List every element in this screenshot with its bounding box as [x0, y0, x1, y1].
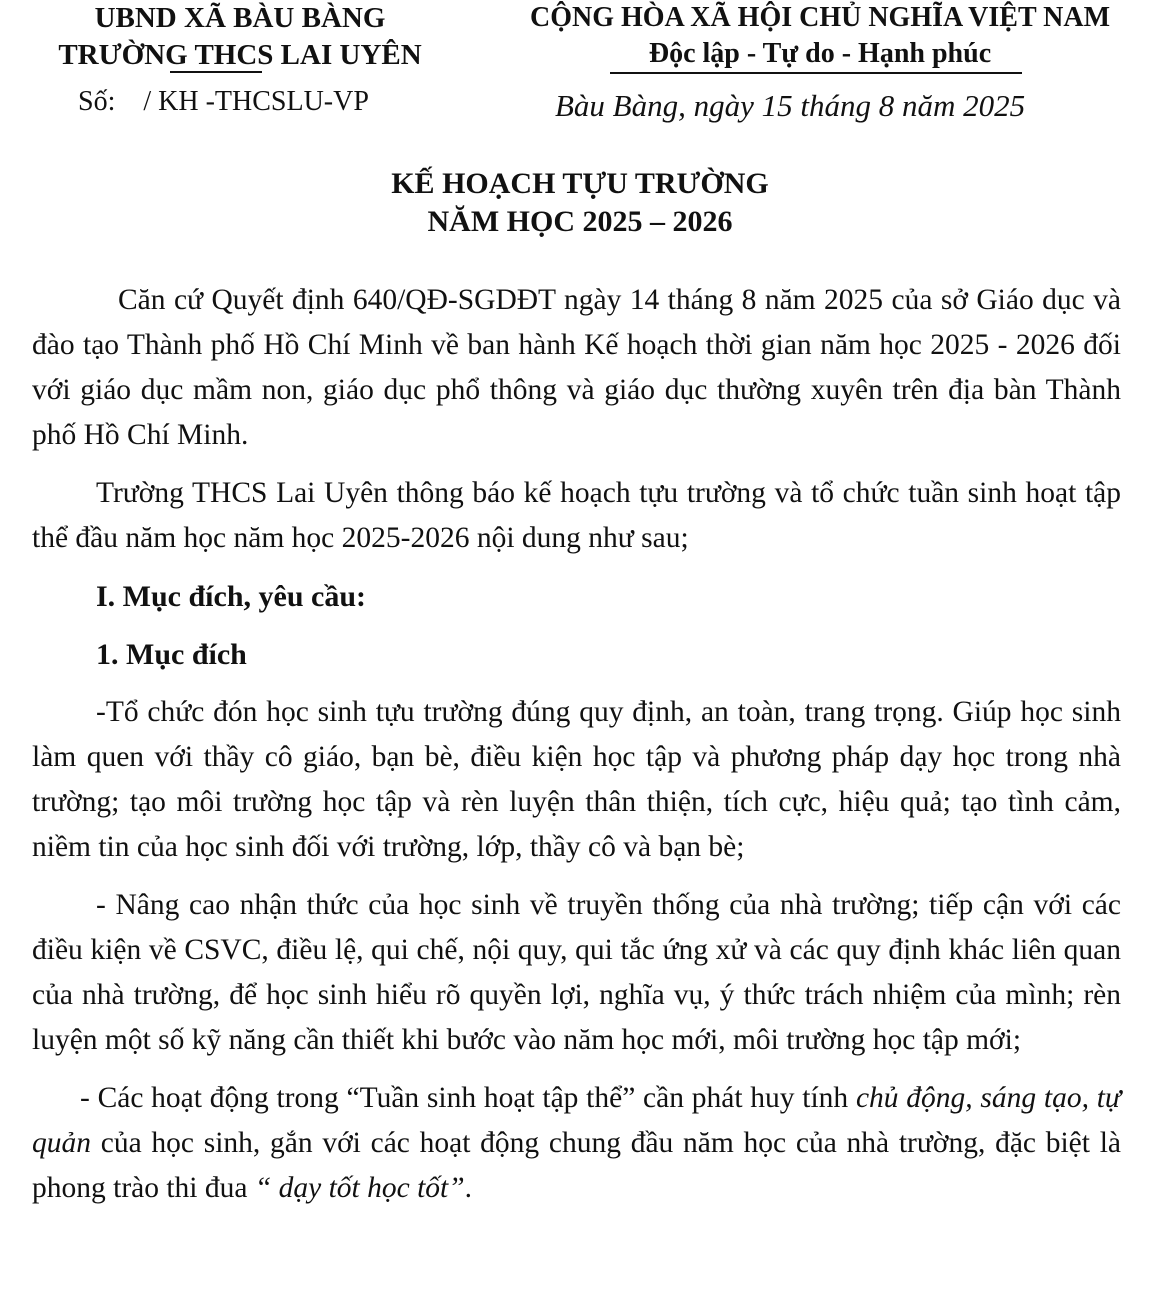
bullet-3-emphasis-1: chủ động, sáng tạo, tự quản [32, 1082, 1121, 1159]
bullet-paragraph-1: -Tổ chức đón học sinh tựu trường đúng quy định, an toàn, trang trọng. Giúp học sinh làm quen với thầy cô giáo, bạn bè, điều kiện học tập và phương pháp dạy học trong nhà trường; tạo môi trường học tập và rèn luyện thân thiện, tích cực, hiệu quả; tạo tình cảm, niềm tin của học sinh đối với trường, lớp, thầy cô và bạn bè; [32, 696, 1121, 863]
national-motto: Độc lập - Tự do - Hạnh phúc [648, 38, 992, 69]
issuer-authority: UBND XÃ BÀU BÀNG [94, 2, 386, 34]
subsection-heading: 1. Mục đích [96, 638, 247, 671]
issuer-block [20, 0, 460, 74]
bullet-paragraph-3 [32, 1076, 1121, 1211]
issuer-school: TRƯỜNG THCS LAI UYÊN [58, 39, 422, 71]
motto-underline [610, 72, 1022, 74]
document-title: KẾ HOẠCH TỰU TRƯỜNG [391, 167, 769, 200]
national-motto-block [480, 0, 1160, 72]
document-body [32, 278, 1121, 1224]
bullet-3-emphasis-2: “ dạy tốt học tốt” [254, 1172, 465, 1204]
bullet-3-text-a: - Các hoạt động trong “Tuần sinh hoạt tập thể” cần phát huy tính [80, 1082, 856, 1114]
bullet-paragraph-2: - Nâng cao nhận thức của học sinh về truyền thống của nhà trường; tiếp cận với các điều kiện về CSVC, điều lệ, qui chế, nội quy, qui tắc ứng xử và các quy định khác liên quan của nhà trường, để học sinh hiểu rõ quyền lợi, nghĩa vụ, ý thức trách nhiệm của mình; rèn luyện một số kỹ năng cần thiết khi bước vào năm học mới, môi trường học tập mới; [32, 889, 1121, 1056]
document-number: Số: / KH -THCSLU-VP [78, 86, 369, 117]
place-date: Bàu Bàng, ngày 15 tháng 8 năm 2025 [555, 88, 1026, 123]
bullet-3-text-b: của học sinh, gắn với các hoạt động chung đầu năm học của nhà trường, đặc biệt là phong trào thi đua [32, 1127, 1121, 1204]
paragraph-announcement: Trường THCS Lai Uyên thông báo kế hoạch tựu trường và tổ chức tuần sinh hoạt tập thể đầu năm học năm học 2025-2026 nội dung như sau; [32, 477, 1121, 554]
document-subtitle: NĂM HỌC 2025 – 2026 [427, 205, 733, 238]
paragraph-legal-basis: Căn cứ Quyết định 640/QĐ-SGDĐT ngày 14 tháng 8 năm 2025 của sở Giáo dục và đào tạo Thành phố Hồ Chí Minh về ban hành Kế hoạch thời gian năm học 2025 - 2026 đối với giáo dục mầm non, giáo dục phổ thông và giáo dục thường xuyên trên địa bàn Thành phố Hồ Chí Minh. [32, 284, 1121, 451]
bullet-3-text-c: . [464, 1172, 473, 1204]
national-name: CỘNG HÒA XÃ HỘI CHỦ NGHĨA VIỆT NAM [529, 2, 1111, 33]
section-heading: I. Mục đích, yêu cầu: [96, 580, 366, 613]
issuer-underline [170, 71, 262, 73]
